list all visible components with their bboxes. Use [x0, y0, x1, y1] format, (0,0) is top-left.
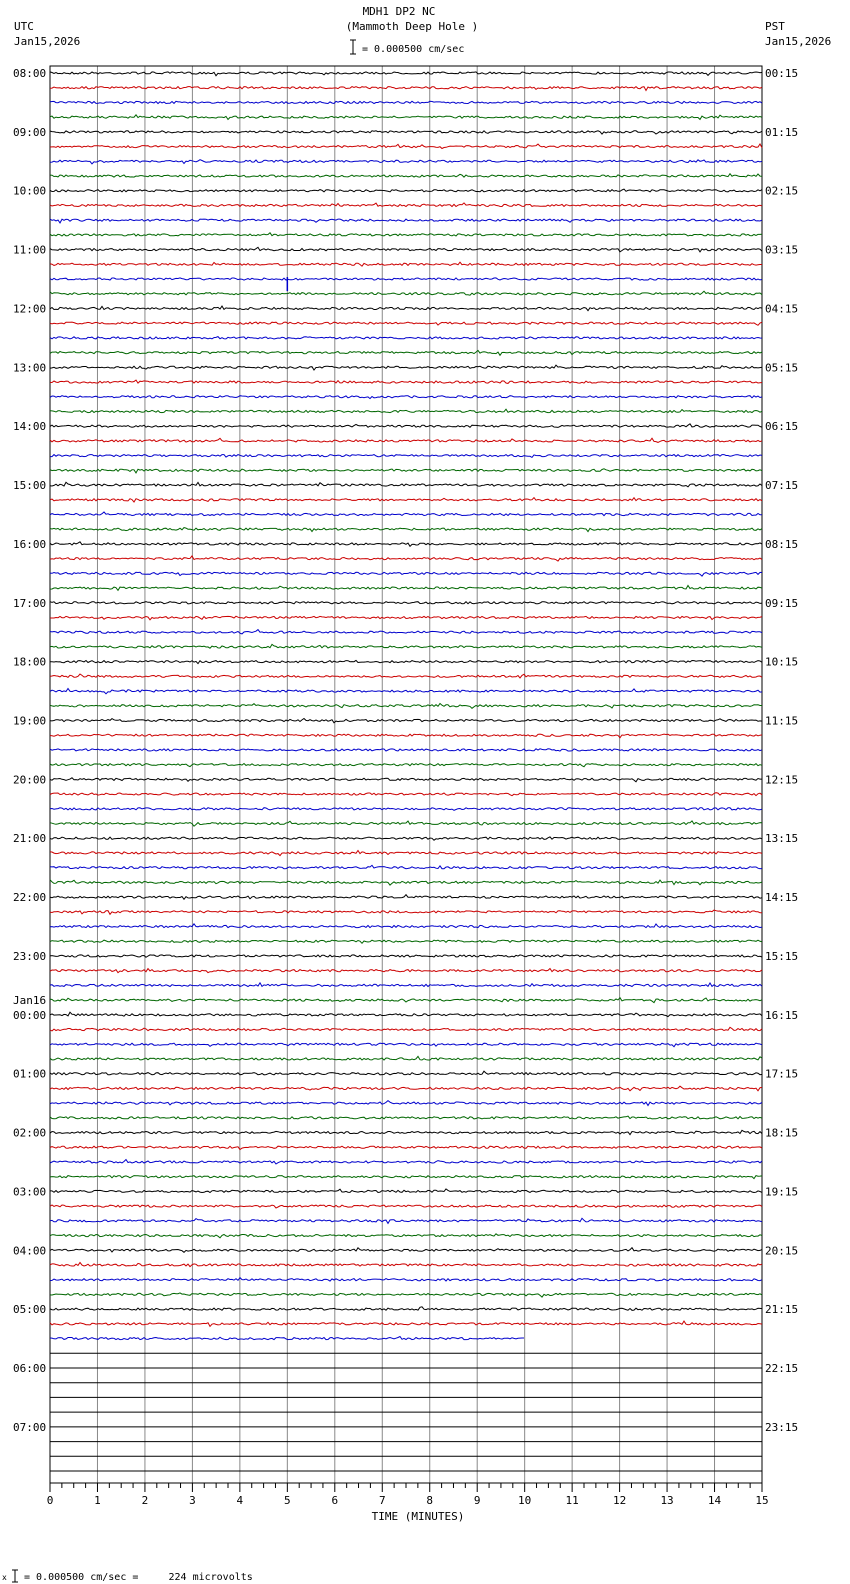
seismic-trace	[50, 131, 762, 134]
seismic-trace	[50, 542, 762, 547]
utc-hour-label: 06:00	[13, 1361, 47, 1375]
pst-hour-label: 15:15	[765, 949, 799, 963]
utc-hour-label: 01:00	[13, 1067, 47, 1081]
pst-hour-label: 07:15	[765, 479, 799, 493]
seismic-trace	[50, 278, 762, 280]
seismic-trace	[50, 1248, 762, 1253]
utc-hour-label: 18:00	[13, 655, 47, 669]
pst-hour-label: 04:15	[765, 302, 799, 316]
utc-hour-label: 00:00	[13, 1008, 47, 1022]
pst-hour-label: 01:15	[765, 125, 799, 139]
x-tick-label: 2	[141, 1494, 149, 1507]
seismic-trace	[50, 409, 762, 412]
utc-hour-label: 15:00	[13, 479, 47, 493]
seismic-trace	[50, 808, 762, 811]
seismic-trace	[50, 322, 762, 325]
pst-hour-label: 23:15	[765, 1420, 799, 1434]
seismic-trace	[50, 602, 762, 604]
pst-hour-label: 10:15	[765, 655, 799, 669]
seismic-trace	[50, 87, 762, 91]
right-date: Jan15,2026	[765, 35, 832, 48]
pst-hour-label: 18:15	[765, 1126, 799, 1140]
utc-hour-label: 23:00	[13, 949, 47, 963]
seismic-trace	[50, 940, 762, 943]
utc-hour-label: 12:00	[13, 302, 47, 316]
seismic-trace	[50, 734, 762, 738]
seismic-trace	[50, 983, 762, 987]
seismic-trace	[50, 1189, 762, 1193]
pst-hour-label: 16:15	[765, 1008, 799, 1022]
footer-calibration: = 0.000500 cm/sec = 224 microvolts	[24, 1572, 253, 1583]
seismic-trace	[50, 203, 762, 207]
seismic-trace	[50, 482, 762, 487]
x-tick-label: 15	[755, 1494, 769, 1507]
seismic-trace	[50, 689, 762, 694]
x-axis-label: TIME (MINUTES)	[371, 1510, 465, 1523]
seismic-trace	[50, 306, 762, 311]
seismic-trace	[50, 1130, 762, 1134]
pst-hour-label: 08:15	[765, 537, 799, 551]
utc-hour-label: 16:00	[13, 537, 47, 551]
utc-hour-label: 14:00	[13, 420, 47, 434]
pst-hour-label: 09:15	[765, 596, 799, 610]
date-change-label: Jan16	[13, 993, 47, 1007]
seismic-trace	[50, 749, 762, 751]
station-location: (Mammoth Deep Hole )	[345, 20, 479, 33]
seismic-trace	[50, 586, 762, 591]
seismic-trace	[50, 1205, 762, 1208]
x-tick-label: 6	[331, 1494, 339, 1507]
utc-hour-label: 08:00	[13, 67, 47, 80]
seismic-trace	[50, 719, 762, 723]
seismic-trace	[50, 955, 762, 957]
seismic-trace	[50, 337, 762, 339]
seismic-trace	[50, 424, 762, 428]
scale-label: = 0.000500 cm/sec	[362, 44, 465, 55]
seismic-trace	[50, 895, 762, 900]
seismic-trace	[50, 793, 762, 796]
seismic-trace	[50, 219, 762, 223]
utc-hour-label: 04:00	[13, 1244, 47, 1258]
seismic-trace	[50, 616, 762, 620]
x-tick-label: 7	[378, 1494, 386, 1507]
pst-hour-label: 03:15	[765, 243, 799, 257]
seismic-trace	[50, 1218, 762, 1223]
x-tick-label: 14	[707, 1494, 722, 1507]
seismic-trace	[50, 160, 762, 164]
seismic-trace	[50, 1146, 762, 1149]
seismic-trace	[50, 1027, 762, 1031]
seismic-trace	[50, 924, 762, 928]
x-tick-label: 9	[473, 1494, 481, 1507]
seismic-trace	[50, 174, 762, 177]
utc-hour-label: 20:00	[13, 773, 47, 787]
x-tick-label: 5	[284, 1494, 291, 1507]
utc-hour-label: 21:00	[13, 832, 47, 846]
x-tick-label: 13	[660, 1494, 674, 1507]
seismic-trace	[50, 438, 762, 442]
seismic-trace	[50, 498, 762, 502]
seismic-trace	[50, 528, 762, 532]
pst-hour-label: 02:15	[765, 184, 799, 198]
seismic-trace	[50, 233, 762, 236]
seismic-trace	[50, 380, 762, 383]
pst-hour-label: 21:15	[765, 1303, 799, 1317]
seismic-trace	[50, 512, 762, 516]
x-tick-label: 12	[612, 1494, 627, 1507]
x-tick-label: 1	[94, 1494, 101, 1507]
seismic-trace	[50, 630, 762, 634]
seismic-trace	[50, 1160, 762, 1165]
utc-hour-label: 13:00	[13, 361, 47, 375]
utc-hour-label: 07:00	[13, 1420, 47, 1434]
pst-hour-label: 19:15	[765, 1185, 799, 1199]
utc-hour-label: 11:00	[13, 243, 47, 257]
seismic-trace	[50, 660, 762, 663]
seismic-trace	[50, 351, 762, 356]
seismic-trace	[50, 262, 762, 266]
seismic-trace	[50, 396, 762, 399]
seismic-trace	[50, 1071, 762, 1075]
seismic-trace	[50, 998, 762, 1003]
x-axis	[47, 1483, 769, 1507]
seismic-trace	[50, 764, 762, 767]
seismic-trace	[50, 1043, 762, 1047]
pst-hour-label: 14:15	[765, 891, 799, 905]
x-tick-label: 11	[565, 1494, 579, 1507]
seismic-trace	[50, 115, 762, 120]
left-timezone: UTC	[14, 20, 34, 33]
utc-hour-label: 03:00	[13, 1185, 47, 1199]
seismic-trace	[50, 704, 762, 709]
seismic-trace	[50, 851, 762, 856]
seismic-trace	[50, 1176, 762, 1179]
right-timezone: PST	[765, 20, 785, 33]
pst-hour-label: 13:15	[765, 832, 799, 846]
pst-hour-label: 17:15	[765, 1067, 799, 1081]
seismic-trace	[50, 1263, 762, 1267]
seismic-trace	[50, 247, 762, 252]
utc-hour-label: 02:00	[13, 1126, 47, 1140]
seismic-trace	[50, 365, 762, 370]
seismic-trace	[50, 291, 762, 295]
left-date: Jan15,2026	[14, 35, 81, 48]
seismic-trace	[50, 1116, 762, 1119]
seismic-trace	[50, 969, 762, 973]
utc-hour-label: 05:00	[13, 1303, 47, 1317]
scale-bar-icon	[350, 40, 356, 54]
seismic-trace	[50, 556, 762, 561]
utc-time-labels	[13, 67, 46, 1434]
footer-scale-bar-icon	[12, 1570, 18, 1582]
seismic-trace	[50, 101, 762, 103]
seismic-trace	[50, 1234, 762, 1238]
pst-time-labels	[765, 67, 798, 1434]
pst-hour-label: 12:15	[765, 773, 799, 787]
seismic-trace	[50, 1321, 762, 1326]
seismic-trace	[50, 1293, 762, 1297]
utc-hour-label: 22:00	[13, 891, 47, 905]
seismic-trace	[50, 1101, 762, 1106]
utc-hour-label: 10:00	[13, 184, 47, 198]
utc-hour-label: 19:00	[13, 714, 47, 728]
seismic-trace	[50, 880, 762, 885]
utc-hour-label: 17:00	[13, 596, 47, 610]
pst-hour-label: 00:15	[765, 67, 799, 80]
x-tick-label: 10	[518, 1494, 532, 1507]
pst-hour-label: 06:15	[765, 420, 799, 434]
seismic-trace	[50, 572, 762, 576]
seismic-trace	[50, 1086, 762, 1091]
pst-hour-label: 11:15	[765, 714, 799, 728]
seismic-trace	[50, 1056, 762, 1060]
x-tick-label: 3	[189, 1494, 196, 1507]
seismic-trace	[50, 189, 762, 192]
x-tick-label: 4	[236, 1494, 244, 1507]
seismic-trace	[50, 644, 762, 648]
footer-marker: x	[2, 1573, 7, 1582]
utc-hour-label: 09:00	[13, 125, 47, 139]
seismic-trace	[50, 865, 762, 868]
seismic-trace	[50, 455, 762, 458]
seismic-traces	[50, 72, 762, 1471]
pst-hour-label: 22:15	[765, 1361, 799, 1375]
x-tick-label: 8	[426, 1494, 434, 1507]
seismic-trace	[50, 778, 762, 782]
pst-hour-label: 05:15	[765, 361, 799, 375]
x-tick-label: 0	[46, 1494, 54, 1507]
seismic-trace	[50, 1307, 762, 1311]
pst-hour-label: 20:15	[765, 1244, 799, 1258]
station-title: MDH1 DP2 NC	[362, 5, 436, 18]
seismic-trace	[50, 910, 762, 914]
seismic-trace	[50, 1278, 762, 1282]
seismic-trace	[50, 674, 762, 678]
seismic-trace	[50, 837, 762, 840]
seismic-trace	[50, 469, 762, 473]
seismic-trace	[50, 144, 762, 149]
seismic-trace	[50, 821, 762, 826]
seismic-trace	[50, 72, 762, 76]
seismic-trace	[50, 1012, 762, 1016]
